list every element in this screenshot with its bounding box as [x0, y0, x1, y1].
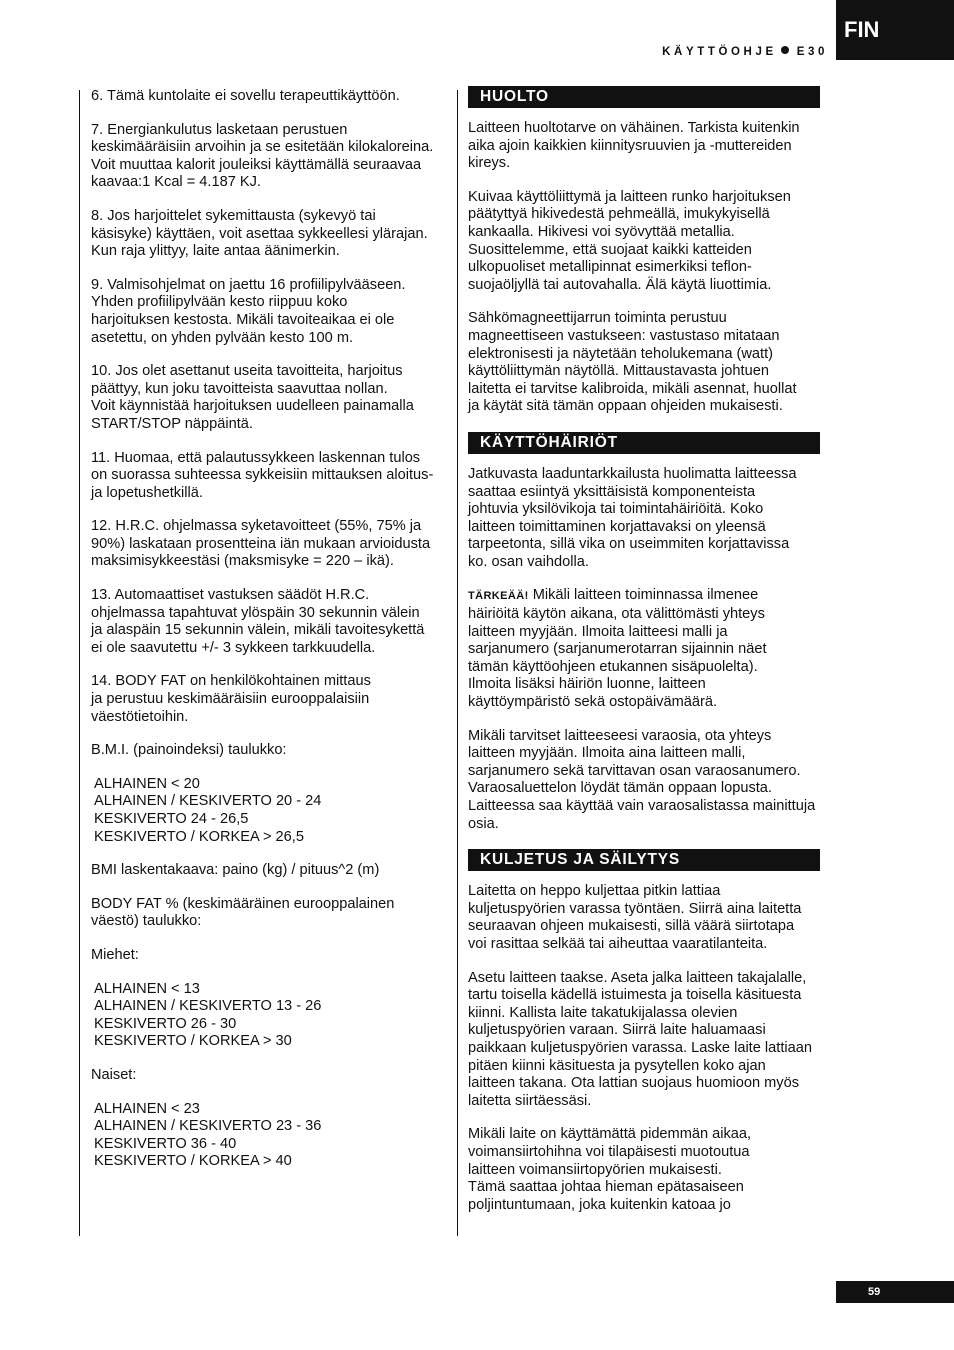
page-number: 59	[836, 1281, 954, 1303]
section-heading-kayttohairiot: KÄYTTÖHÄIRIÖT	[468, 432, 820, 454]
bullet-icon	[781, 46, 789, 54]
important-label: TÄRKEÄÄ!	[468, 590, 529, 603]
manual-title: KÄYTTÖOHJE	[662, 46, 777, 58]
important-first-line: Mikäli laitteen toiminnassa ilmenee	[528, 587, 759, 604]
running-header	[600, 46, 828, 58]
center-column-rule	[457, 90, 458, 1236]
bodyfat-title: BODY FAT % (keskimääräinen eurooppalainen väestö) taulukko:	[91, 895, 395, 930]
right-column	[468, 86, 820, 1230]
men-label: Miehet:	[91, 946, 139, 963]
note-8: 8. Jos harjoittelet sykemittausta (sykevyö tai käsisyke) käyttäen, voit asettaa sykkeellesi ylärajan. Kun raja ylittyy, laite antaa äänimerkin.	[91, 207, 428, 260]
kuljetus-paragraph-2: Asetu laitteen taakse. Aseta jalka laitteen takajalalle, tartu toisella kädellä istuimesta ja toisella käsituesta kiinni. Kallista laite takatukijalassa olevien kuljetuspyörien varaan. Siirrä laite haluamaasi paikkaan kuljetuspyörien varassa. Laske laite lattiaan pitäen kiinni käsituesta ja pysytellen koko ajan laitteen takana. Ota lattian suojaus huomioon myös laitetta siirtäessäsi.	[468, 969, 812, 1109]
section-heading-huolto: HUOLTO	[468, 86, 820, 108]
huolto-paragraph-2: Kuivaa käyttöliittymä ja laitteen runko harjoituksen päätyttyä hikivedestä pehmeällä, imukykyisellä kankaalla. Hikivesi voi syövyttää metallia. Suosittelemme, että suojaat kaikki katteiden ulkopuoliset metallipinnat esimerkiksi teflon- suojaöljyllä tai autovahalla. Älä käytä liuottimia.	[468, 188, 791, 293]
left-column-rule	[79, 90, 80, 1236]
section-heading-kuljetus: KULJETUS JA SÄILYTYS	[468, 849, 820, 871]
kuljetus-paragraph-3: Mikäli laite on käyttämättä pidemmän aikaa, voimansiirtohihna voi tilapäisesti muotoutua laitteen voimansiirtopyörien mukaisesti. Tämä saattaa johtaa hieman epätasaiseen poljintuntumaan, joka kuitenkin katoaa jo	[468, 1126, 752, 1213]
language-tab: FIN	[836, 0, 954, 60]
hairiot-paragraph-2	[468, 587, 820, 711]
left-column	[91, 88, 447, 1187]
model-name: E30	[796, 46, 828, 58]
note-6: 6. Tämä kuntolaite ei sovellu terapeuttikäyttöön.	[91, 88, 400, 104]
women-table: ALHAINEN < 23 ALHAINEN / KESKIVERTO 23 - 36 KESKIVERTO 36 - 40 KESKIVERTO / KORKEA > 40	[94, 1100, 322, 1170]
note-13: 13. Automaattiset vastuksen säädöt H.R.C. ohjelmassa tapahtuvat ylöspäin 30 sekunnin välein ja alaspäin 15 sekunnin välein, mikäli tavoitesykettä ei ole saavutettu +/- 3 sykkeen tarkkuudella.	[91, 587, 425, 656]
bmi-formula: BMI laskentakaava: paino (kg) / pituus^2 (m)	[91, 862, 380, 879]
huolto-paragraph-1: Laitteen huoltotarve on vähäinen. Tarkista kuitenkin aika ajoin kaikkien kiinnitysruuvien ja -muttereiden kireys.	[468, 120, 800, 172]
kuljetus-paragraph-1: Laitetta on heppo kuljettaa pitkin lattiaa kuljetuspyörien varassa työntäen. Siirrä aina laitetta seuraavan ohjeen mukaisesti, sillä väärä siirtotapa voi rasittaa selkää tai aiheuttaa vaaratilanteita.	[468, 883, 802, 952]
bmi-table: ALHAINEN < 20 ALHAINEN / KESKIVERTO 20 - 24 KESKIVERTO 24 - 26,5 KESKIVERTO / KORKEA > 26,5	[94, 775, 322, 845]
women-label: Naiset:	[91, 1066, 137, 1083]
note-9: 9. Valmisohjelmat on jaettu 16 profiilipylvääseen. Yhden profiilipylvään kesto riippuu koko harjoituksen kestosta. Mikäli tavoiteaikaa ei ole asetettu, on yhden pylvään kesto 100 m.	[91, 276, 406, 346]
note-12: 12. H.R.C. ohjelmassa syketavoitteet (55%, 75% ja 90%) laskataan prosentteina iän mukaan arvioidusta maksimisykkeestäsi (maksmisyke = 220 – ikä).	[91, 518, 431, 570]
bmi-title: B.M.I. (painoindeksi) taulukko:	[91, 742, 287, 759]
men-table: ALHAINEN < 13 ALHAINEN / KESKIVERTO 13 - 26 KESKIVERTO 26 - 30 KESKIVERTO / KORKEA > 30	[94, 980, 322, 1050]
hairiot-paragraph-3: Mikäli tarvitset laitteeseesi varaosia, ota yhteys laitteen myyjään. Ilmoita aina laitteen malli, sarjanumero sekä tarvittavan osan varaosanumero. Varaosaluettelon löydät tämän oppaan lopusta. Laitteessa saa käyttää vain varaosalistassa mainittuja osia.	[468, 727, 816, 832]
note-7: 7. Energiankulutus lasketaan perustuen keskimääräisiin arvoihin ja se esitetään kilokaloreina. Voit muuttaa kalorit jouleiksi käyttämällä seuraavaa kaavaa:1 Kcal = 4.187 KJ.	[91, 121, 434, 191]
important-rest: häiriöitä käytön aikana, ota välittömästi yhteys laitteen myyjään. Ilmoita laitteesi malli ja sarjanumero (sarjanumerotarran sijainnin näet tämän käyttöohjeen etukannen sisäpuolelta). Ilmoita lisäksi häiriön luonne, laitteen käyttöympäristö sekä ostopäivämäärä.	[468, 606, 767, 711]
huolto-paragraph-3: Sähkömagneettijarrun toiminta perustuu magneettiseen vastukseen: vastustaso mitataan elektronisesti ja näytetään teholukemana (watt) käyttöliittymän näytöllä. Mittaustavasta johtuen laitetta ei tarvitse kalibroida, mikäli asennat, huollat ja käytät sitä tämän oppaan ohjeiden mukaisesti.	[468, 310, 797, 415]
note-11: 11. Huomaa, että palautussykkeen laskennan tulos on suorassa suhteessa sykkeisiin mittauksen aloitus- ja lopetushetkillä.	[91, 449, 434, 501]
hairiot-paragraph-1: Jatkuvasta laaduntarkkailusta huolimatta laitteessa saattaa esiintyä yksittäisistä komponenteista johtuvia yksilövikoja tai toimintahäiriöitä. Koko laitteen toimittaminen korjattavaksi on yleensä tarpeetonta, sillä vika on useimmiten korjattavissa ko. osan vaihdolla.	[468, 465, 797, 570]
note-10: 10. Jos olet asettanut useita tavoitteita, harjoitus päättyy, kun joku tavoitteista saavuttaa nollan. Voit käynnistää harjoituksen uudelleen painamalla START/STOP näppäintä.	[91, 363, 414, 432]
note-14: 14. BODY FAT on henkilökohtainen mittaus ja perustuu keskimääräisiin eurooppalaisiin väestötietoihin.	[91, 673, 371, 725]
